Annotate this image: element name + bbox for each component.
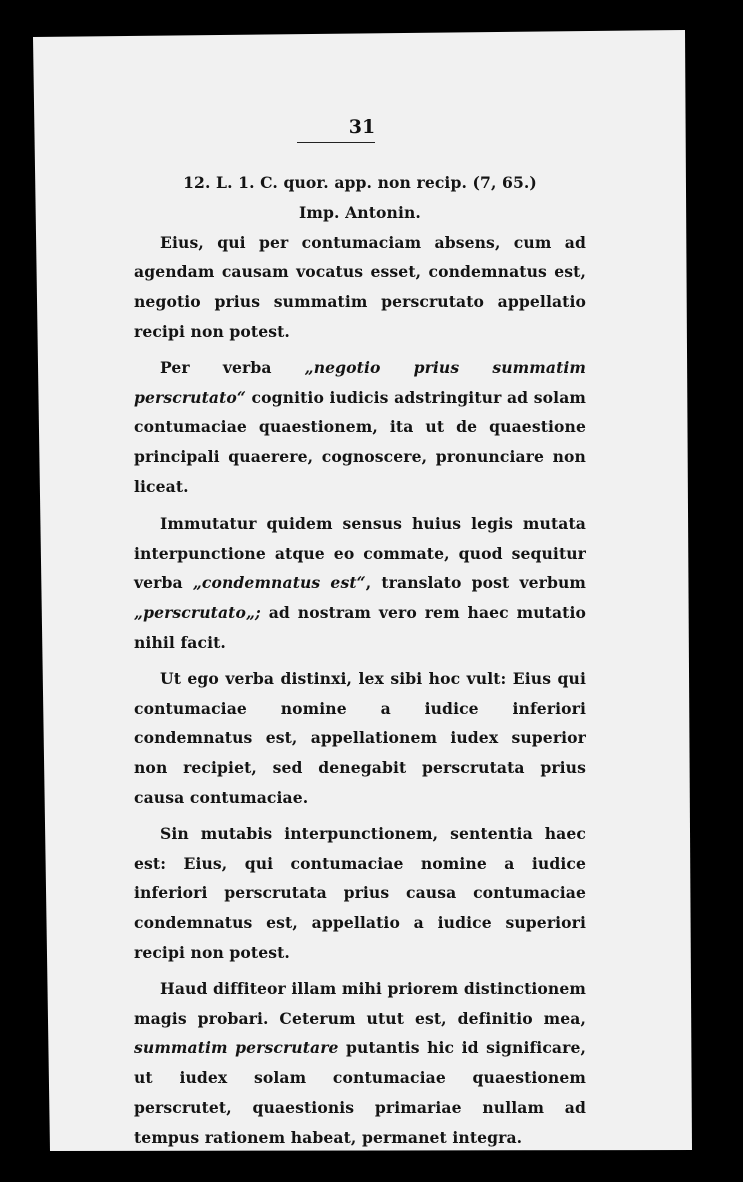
paragraph-text: Immutatur quidem sensus huius legis mutata interpunctione atque eo commate, quod sequitur verba [134, 513, 586, 593]
paragraph-text: putantis hic id significare, ut iudex solam contumaciae quaestionem perscrutet, quaestionis primariae nullam ad tempus rationem habeat, permanet integra. [134, 1038, 587, 1147]
paragraph [134, 664, 586, 813]
quoted-phrase: „negotio prius summatim perscrutato“ [134, 357, 586, 407]
paragraph [134, 819, 586, 968]
lemma-text: Eius, qui per contumaciam absens, cum ad agendam causam vocatus esset, condemnatus est, negotio prius summatim perscrutato appellatio recipi non potest. [134, 232, 586, 341]
quoted-phrase: „condemnatus est“ [192, 573, 366, 593]
paragraph-text: , translato post verbum [365, 573, 587, 593]
quoted-phrase: „perscrutato„; [134, 603, 261, 623]
page-number-rule [297, 142, 375, 143]
section-heading: 12. L. 1. C. quor. app. non recip. (7, 65.) [183, 173, 537, 192]
paragraph-text: ad nostram vero rem haec mutatio nihil facit. [134, 603, 586, 652]
paragraph [134, 974, 586, 1153]
paragraph-text: Haud diffiteor illam mihi priorem distinctionem magis probari. Ceterum utut est, definitio mea, [134, 978, 586, 1028]
paragraph-text: Sin mutabis interpunctionem, sententia haec est: Eius, qui contumaciae nomine a iudice inferiori perscrutata prius causa contumaciae condemnatus est, appellatio a iudice superiori recipi non potest. [134, 823, 586, 962]
paragraph [134, 353, 586, 502]
page-body [134, 168, 586, 1153]
paragraph-text: cognitio iudicis adstringitur ad solam contumaciae quaestionem, ita ut de quaestione principali quaerere, cognoscere, pronunciare non liceat. [134, 387, 586, 496]
emphasized-phrase: summatim perscrutare [134, 1038, 339, 1058]
paragraph [134, 509, 586, 658]
paragraph-text: Ut ego verba distinxi, lex sibi hoc vult: Eius qui contumaciae nomine a iudice inferiori condemnatus est, appellationem iudex superior non recipiet, sed denegabit perscrutata prius causa contumaciae. [134, 668, 586, 807]
page-number: 31 [348, 116, 376, 138]
section-subheading: Imp. Antonin. [299, 202, 421, 222]
paragraph-text: Per verba [160, 357, 305, 377]
